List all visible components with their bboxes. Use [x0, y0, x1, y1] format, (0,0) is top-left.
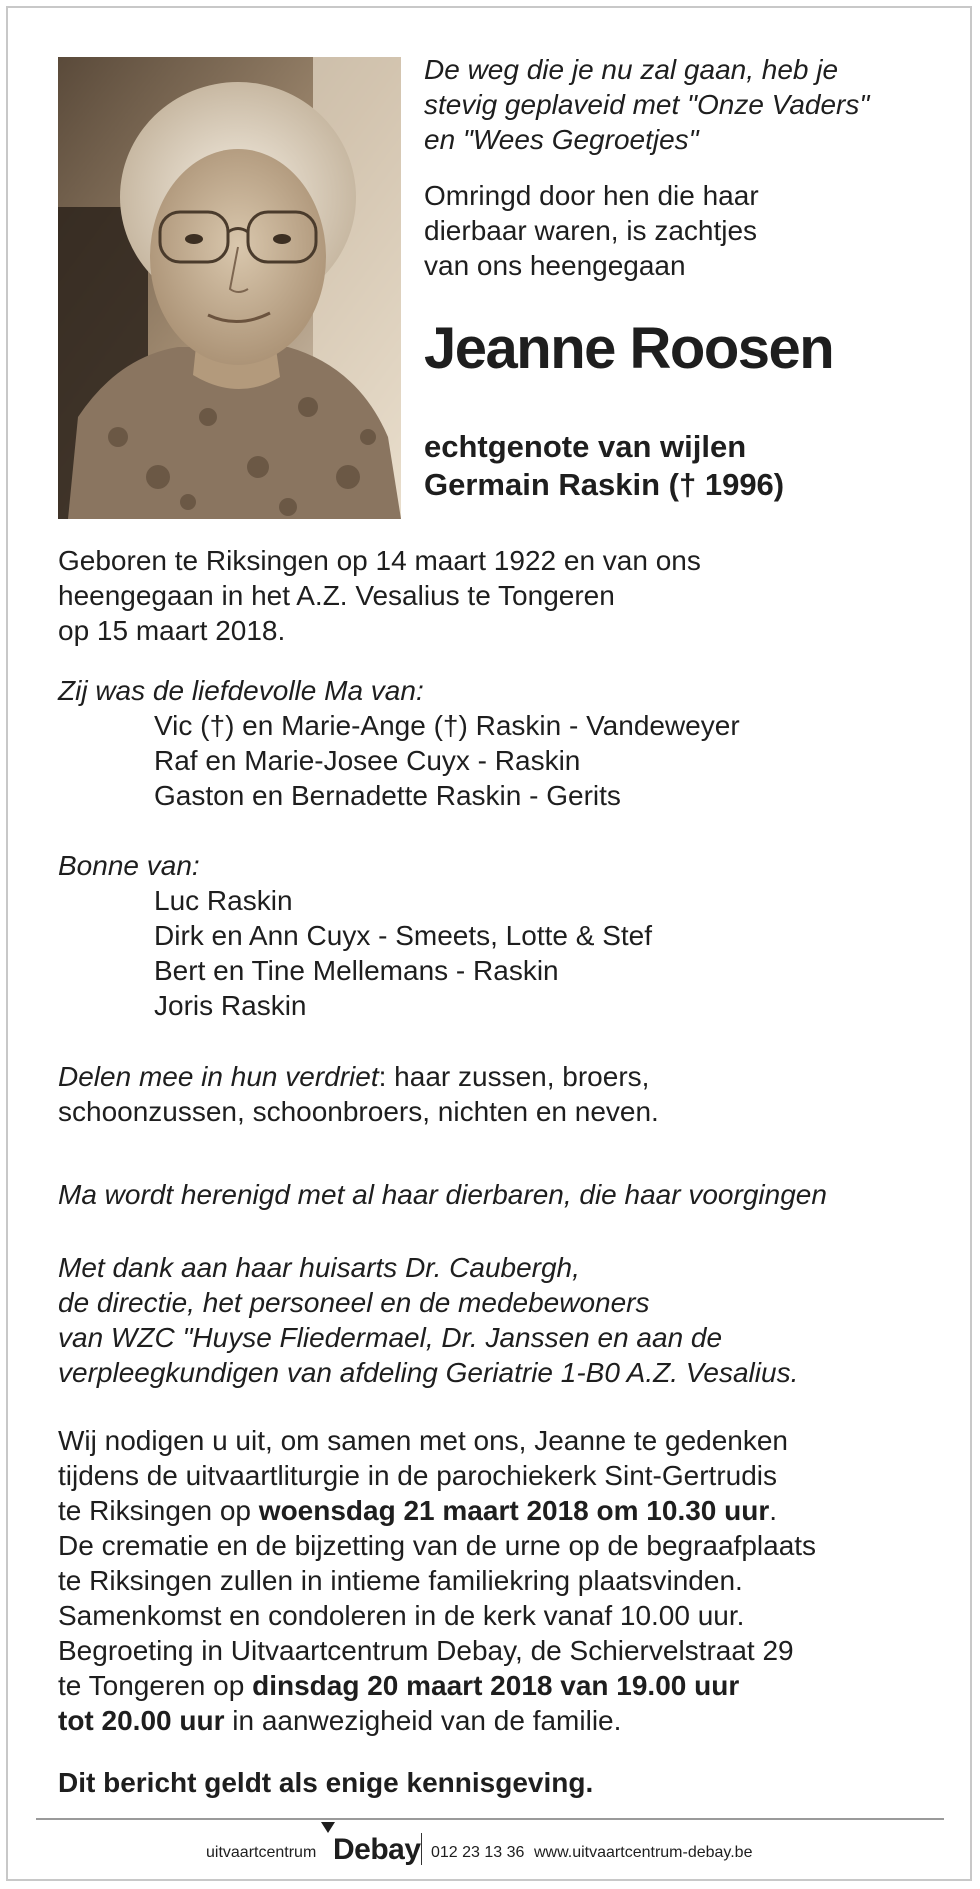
sharing-lead: Delen mee in hun verdriet [58, 1061, 379, 1092]
child-entry: Raf en Marie-Josee Cuyx - Raskin [154, 745, 581, 776]
thanks-line: verpleegkundigen van afdeling Geriatrie 1-B0 A.Z. Vesalius. [58, 1357, 799, 1388]
portrait-photo [58, 57, 401, 519]
notice-text: Dit bericht geldt als enige kennisgeving. [58, 1767, 594, 1798]
birth-line: op 15 maart 2018. [58, 615, 286, 646]
reunited-text: Ma wordt herenigd met al haar dierbaren, die haar voorgingen [58, 1179, 827, 1210]
grandchildren-heading: Bonne van: [58, 850, 200, 881]
sharing-line [58, 1059, 659, 1094]
footer-separator [421, 1833, 422, 1865]
invitation-line: Begroeting in Uitvaartcentrum Debay, de Schiervelstraat 29 [58, 1635, 794, 1666]
quote-line: De weg die je nu zal gaan, heb je [424, 54, 839, 85]
invitation-line: De crematie en de bijzetting van de urne op de begraafplaats [58, 1530, 817, 1561]
sharing-rest: : haar zussen, broers, [378, 1061, 650, 1092]
visitation-date: dinsdag 20 maart 2018 van 19.00 uur [252, 1670, 740, 1701]
invitation-text: in aanwezigheid van de familie. [224, 1705, 622, 1736]
invitation-text: . [769, 1495, 778, 1526]
sharing-grief [58, 1059, 659, 1129]
invitation-line [58, 1668, 816, 1703]
child-entry: Vic (†) en Marie-Ange (†) Raskin - Vandeweyer [154, 710, 740, 741]
invitation-line [58, 1493, 816, 1528]
grandchild-entry: Dirk en Ann Cuyx - Smeets, Lotte & Stef [154, 920, 652, 951]
child-entry: Gaston en Bernadette Raskin - Gerits [154, 780, 621, 811]
footer-website[interactable]: www.uitvaartcentrum-debay.be [534, 1844, 753, 1861]
quote-line: stevig geplaveid met "Onze Vaders" [424, 89, 870, 120]
spouse-line: echtgenote van wijlen [424, 429, 747, 464]
grandchild-entry: Joris Raskin [154, 990, 307, 1021]
invitation-line: Samenkomst en condoleren in de kerk vanaf 10.00 uur. [58, 1600, 745, 1631]
sharing-line-2: schoonzussen, schoonbroers, nichten en neven. [58, 1096, 659, 1127]
invitation-line: tijdens de uitvaartliturgie in de parochiekerk Sint-Gertrudis [58, 1460, 778, 1491]
thanks-section [58, 1250, 798, 1390]
grandchildren-section [58, 848, 652, 1023]
spouse-line: Germain Raskin († 1996) [424, 467, 785, 502]
invitation-line [58, 1703, 816, 1738]
children-section [58, 673, 740, 813]
birth-line: heengegaan in het A.Z. Vesalius te Tongeren [58, 580, 615, 611]
invitation-text: te Riksingen op [58, 1495, 259, 1526]
footer-prefix: uitvaartcentrum [206, 1844, 317, 1861]
funeral-invitation [58, 1423, 816, 1738]
thanks-line: van WZC "Huyse Fliedermael, Dr. Janssen en aan de [58, 1322, 723, 1353]
triangle-marker-icon [321, 1822, 335, 1833]
invitation-line: Wij nodigen u uit, om samen met ons, Jeanne te gedenken [58, 1425, 788, 1456]
thanks-line: de directie, het personeel en de medebewoners [58, 1287, 650, 1318]
children-heading: Zij was de liefdevolle Ma van: [58, 675, 424, 706]
spouse-info [424, 428, 784, 504]
footer-phone: 012 23 13 36 [431, 1844, 525, 1861]
thanks-line: Met dank aan haar huisarts Dr. Caubergh, [58, 1252, 580, 1283]
invitation-text: te Tongeren op [58, 1670, 253, 1701]
deceased-name: Jeanne Roosen [424, 316, 834, 381]
grandchild-entry: Bert en Tine Mellemans - Raskin [154, 955, 559, 986]
visitation-end: tot 20.00 uur [58, 1705, 225, 1736]
intro-line: van ons heengegaan [424, 250, 686, 281]
birth-line: Geboren te Riksingen op 14 maart 1922 en van ons [58, 545, 701, 576]
funeral-date: woensdag 21 maart 2018 om 10.30 uur [258, 1495, 770, 1526]
footer-brand: Debay [333, 1833, 421, 1866]
birth-death-info [58, 543, 701, 648]
invitation-line: te Riksingen zullen in intieme familiekring plaatsvinden. [58, 1565, 743, 1596]
intro-line: dierbaar waren, is zachtjes [424, 215, 758, 246]
intro-text [424, 178, 759, 283]
quote-line: en "Wees Gegroetjes" [424, 124, 699, 155]
intro-line: Omringd door hen die haar [424, 180, 759, 211]
footer-divider [36, 1818, 944, 1820]
grandchild-entry: Luc Raskin [154, 885, 293, 916]
opening-quote [424, 52, 869, 157]
